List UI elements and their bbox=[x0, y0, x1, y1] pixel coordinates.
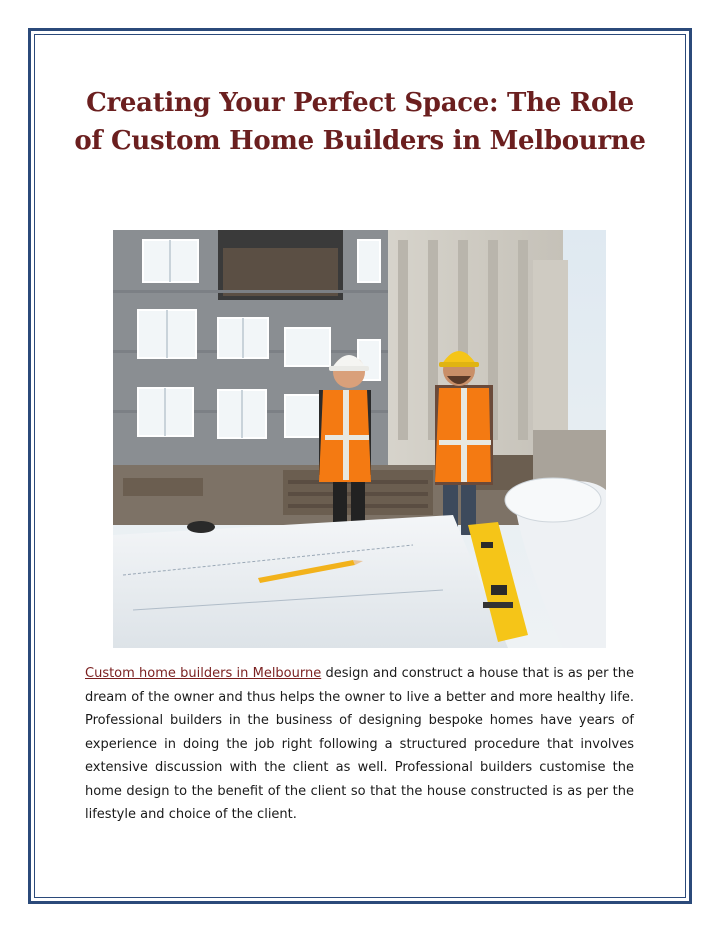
custom-home-builders-link[interactable]: Custom home builders in Melbourne bbox=[85, 666, 322, 681]
paragraph-text: design and construct a house that is as per the dream of the owner and thus helps the owner to live a better and more healthy life. Professional builders in the business of designing bespoke homes have years of experience in doing the job right following a structured procedure that involves extensive discussion with the client as well. Professional builders customise the home design to the benefit of the client so that the house constructed is as per the lifestyle and choice of the client. bbox=[85, 666, 634, 822]
construction-site-photo bbox=[113, 230, 606, 648]
body-paragraph bbox=[85, 662, 634, 827]
page-title: Creating Your Perfect Space: The Role of Custom Home Builders in Melbourne bbox=[74, 88, 646, 156]
